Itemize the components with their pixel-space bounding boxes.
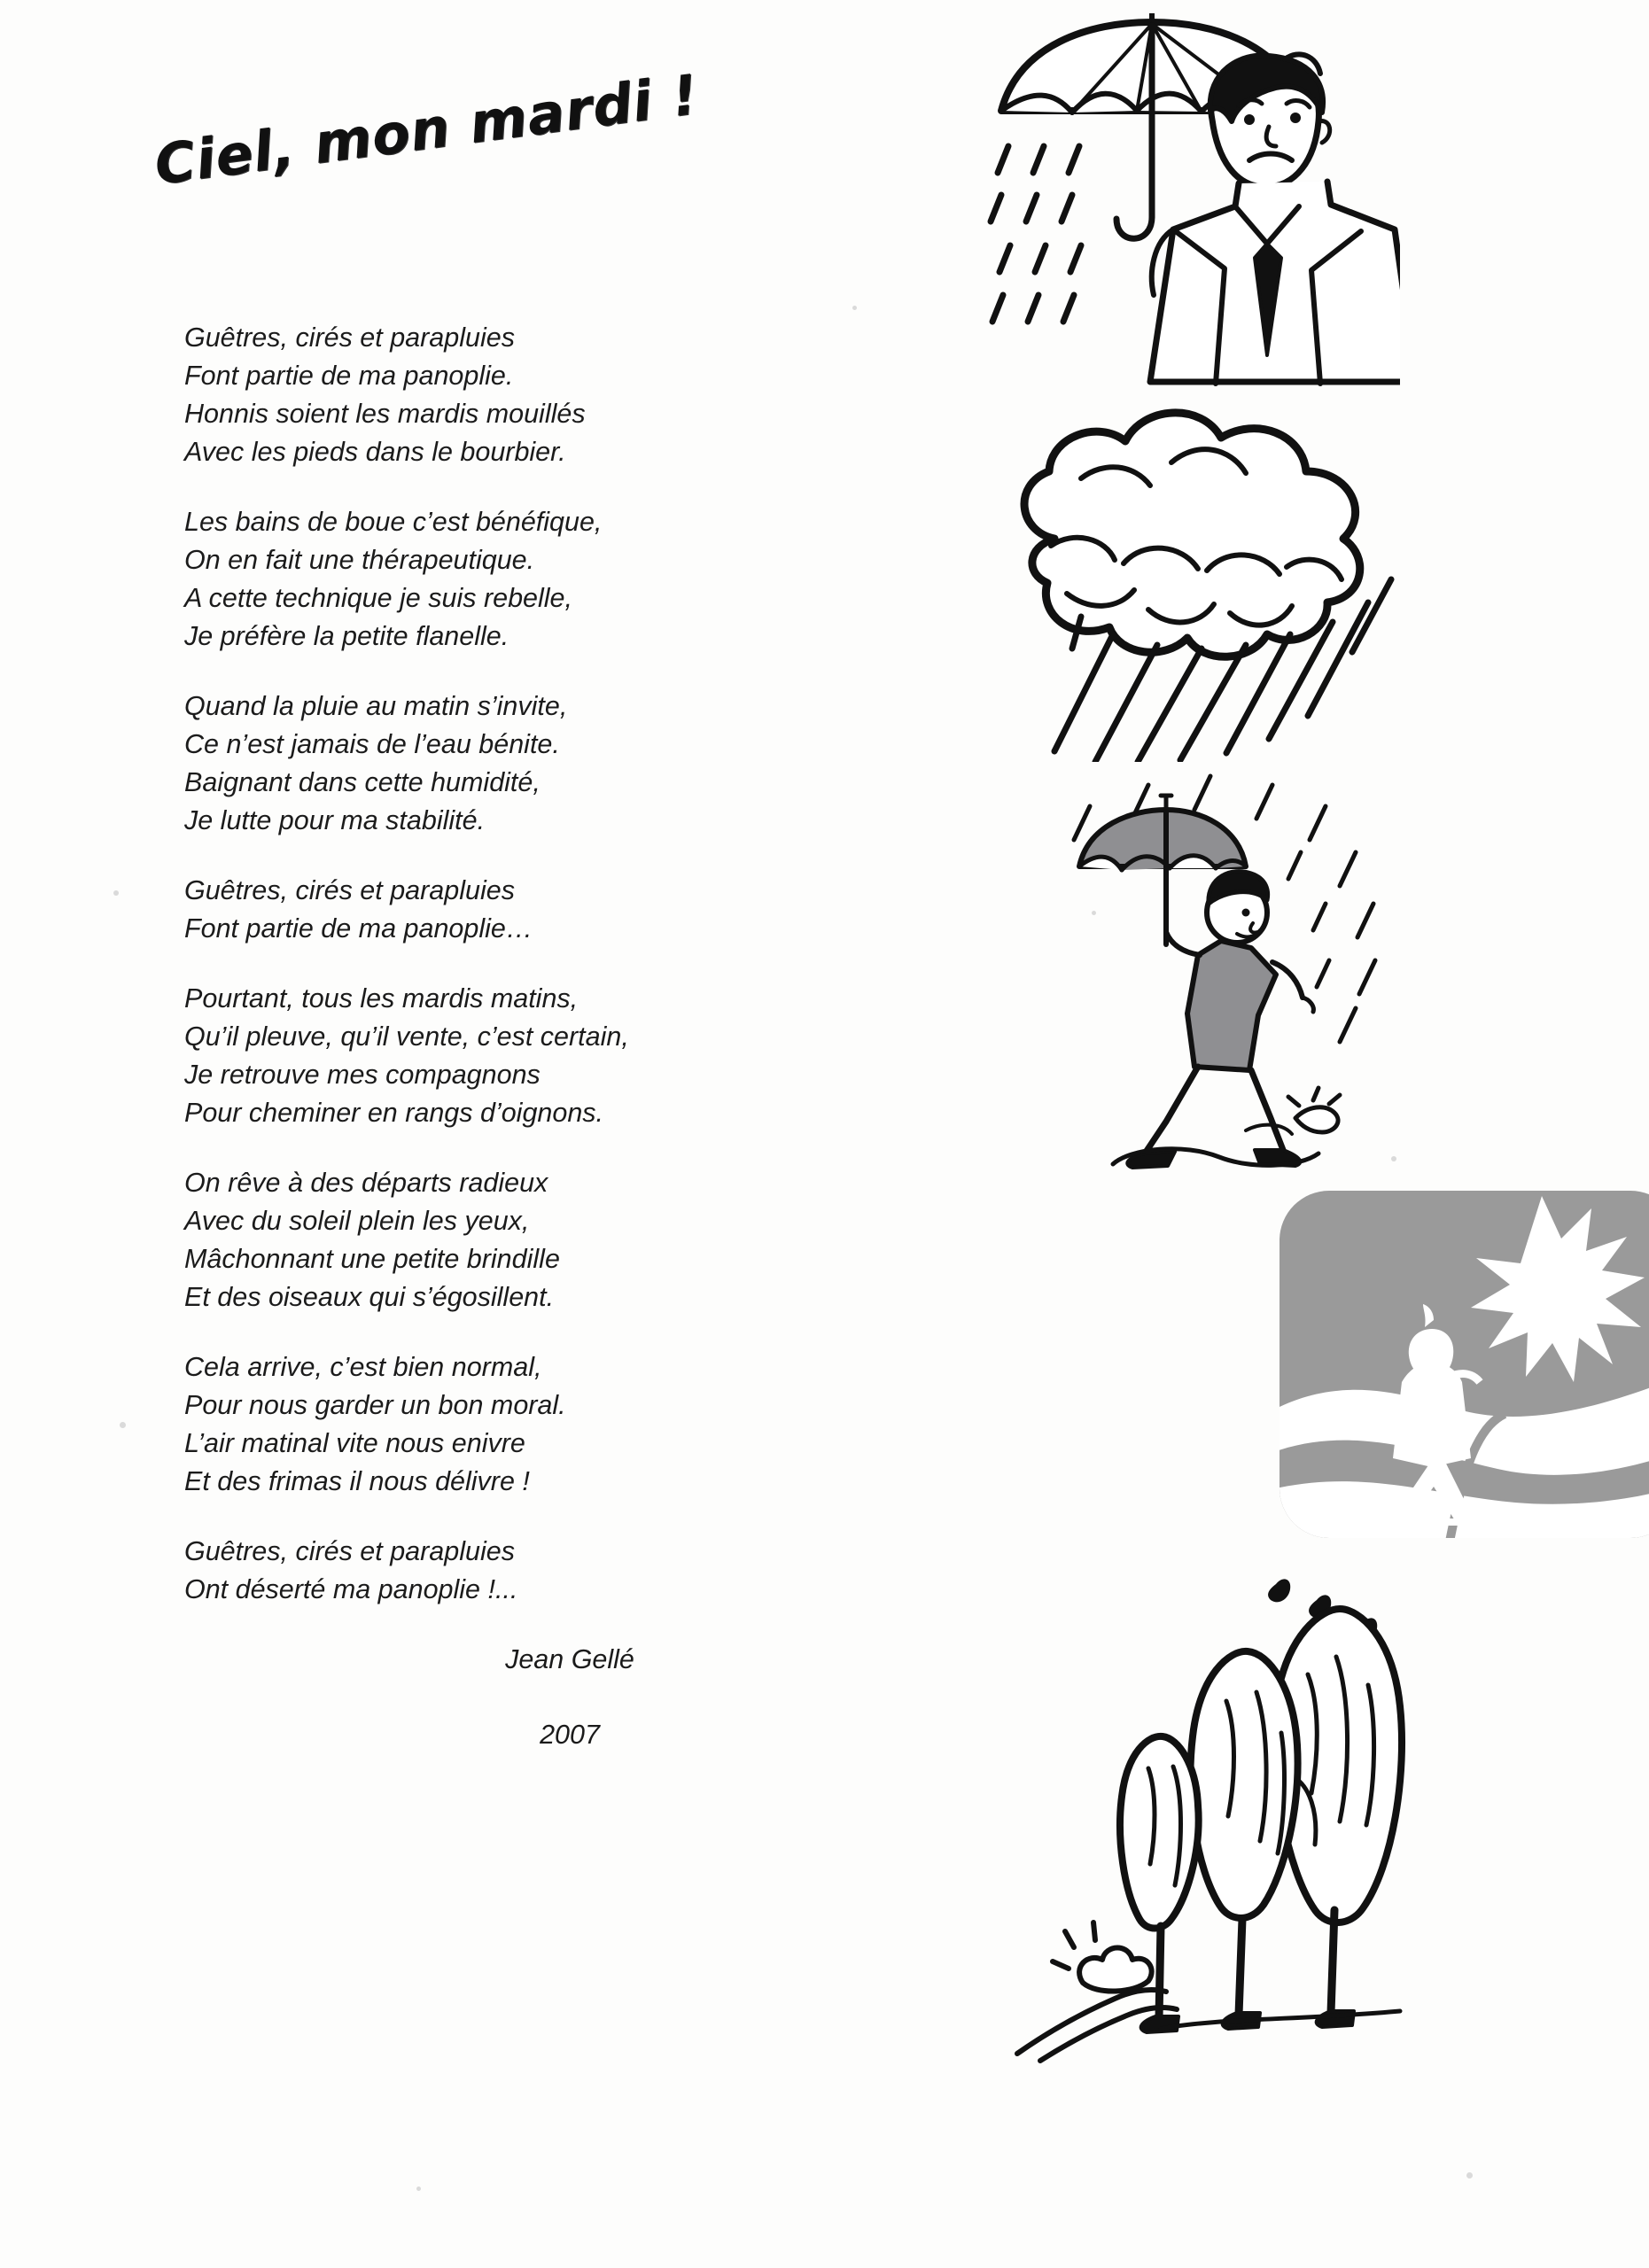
poem-line: Et des oiseaux qui s’égosillent.: [184, 1282, 555, 1312]
poem-stanza: [184, 687, 822, 840]
poem-stanza: [184, 503, 822, 656]
poem-line: Pour nous garder un bon moral.: [184, 1390, 566, 1420]
signature-block: [184, 1641, 822, 1754]
poem-line: On rêve à des départs radieux: [184, 1168, 548, 1198]
publication-year: 2007: [540, 1720, 600, 1750]
scan-speck: [113, 890, 119, 896]
man-with-umbrella-in-rain-illustration: [984, 13, 1400, 403]
scan-speck: [416, 2186, 421, 2191]
poem-line: Je lutte pour ma stabilité.: [184, 805, 486, 835]
poem-line: Honnis soient les mardis mouillés: [184, 399, 586, 429]
poem-line: Mâchonnant une petite brindille: [184, 1244, 560, 1274]
hiker-sunshine-landscape-illustration: [1276, 1187, 1649, 1542]
poem-stanza: [184, 1164, 822, 1317]
poem-stanza: [184, 1533, 822, 1609]
poem-line: A cette technique je suis rebelle,: [184, 583, 572, 613]
poem-stanza: [184, 319, 822, 471]
poem-line: Guêtres, cirés et parapluies: [184, 1536, 515, 1566]
rain-cloud-illustration: [975, 390, 1435, 762]
poem-line: Pour cheminer en rangs d’oignons.: [184, 1098, 604, 1128]
poem-body: [184, 319, 822, 1754]
poem-line: L’air matinal vite nous enivre: [184, 1428, 525, 1458]
poem-line: Quand la pluie au matin s’invite,: [184, 691, 568, 721]
poem-line: Je retrouve mes compagnons: [184, 1060, 541, 1090]
page-title-text: Ciel, mon mardi !: [151, 61, 703, 198]
poem-line: Cela arrive, c’est bien normal,: [184, 1352, 542, 1382]
illustration-column: [966, 0, 1586, 2268]
scan-speck: [852, 306, 857, 310]
poem-stanza: [184, 980, 822, 1132]
poem-line: Qu’il pleuve, qu’il vente, c’est certain,: [184, 1021, 629, 1052]
poem-line: Ce n’est jamais de l’eau bénite.: [184, 729, 560, 759]
man-walking-in-puddles-illustration: [1063, 771, 1435, 1178]
poem-line: Je préfère la petite flanelle.: [184, 621, 509, 651]
poem-line: On en fait une thérapeutique.: [184, 545, 535, 575]
scan-speck: [120, 1422, 126, 1428]
poem-line: Font partie de ma panoplie.: [184, 361, 514, 391]
author-name: Jean Gellé: [505, 1644, 634, 1674]
poem-stanza: [184, 1348, 822, 1501]
poem-line: Baignant dans cette humidité,: [184, 767, 541, 797]
poem-line: Font partie de ma panoplie…: [184, 913, 533, 944]
poem-line: Et des frimas il nous délivre !: [184, 1466, 530, 1496]
poem-line: Ont déserté ma panoplie !...: [184, 1574, 518, 1604]
poem-line: Avec du soleil plein les yeux,: [184, 1206, 530, 1236]
poem-line: Guêtres, cirés et parapluies: [184, 875, 515, 905]
poem-line: Pourtant, tous les mardis matins,: [184, 983, 579, 1014]
poplar-trees-path-illustration: [1010, 1568, 1427, 2064]
page-title: [151, 61, 828, 266]
poem-line: Avec les pieds dans le bourbier.: [184, 437, 566, 467]
poem-stanza: [184, 872, 822, 948]
poem-line: Guêtres, cirés et parapluies: [184, 322, 515, 353]
poem-line: Les bains de boue c’est bénéfique,: [184, 507, 603, 537]
